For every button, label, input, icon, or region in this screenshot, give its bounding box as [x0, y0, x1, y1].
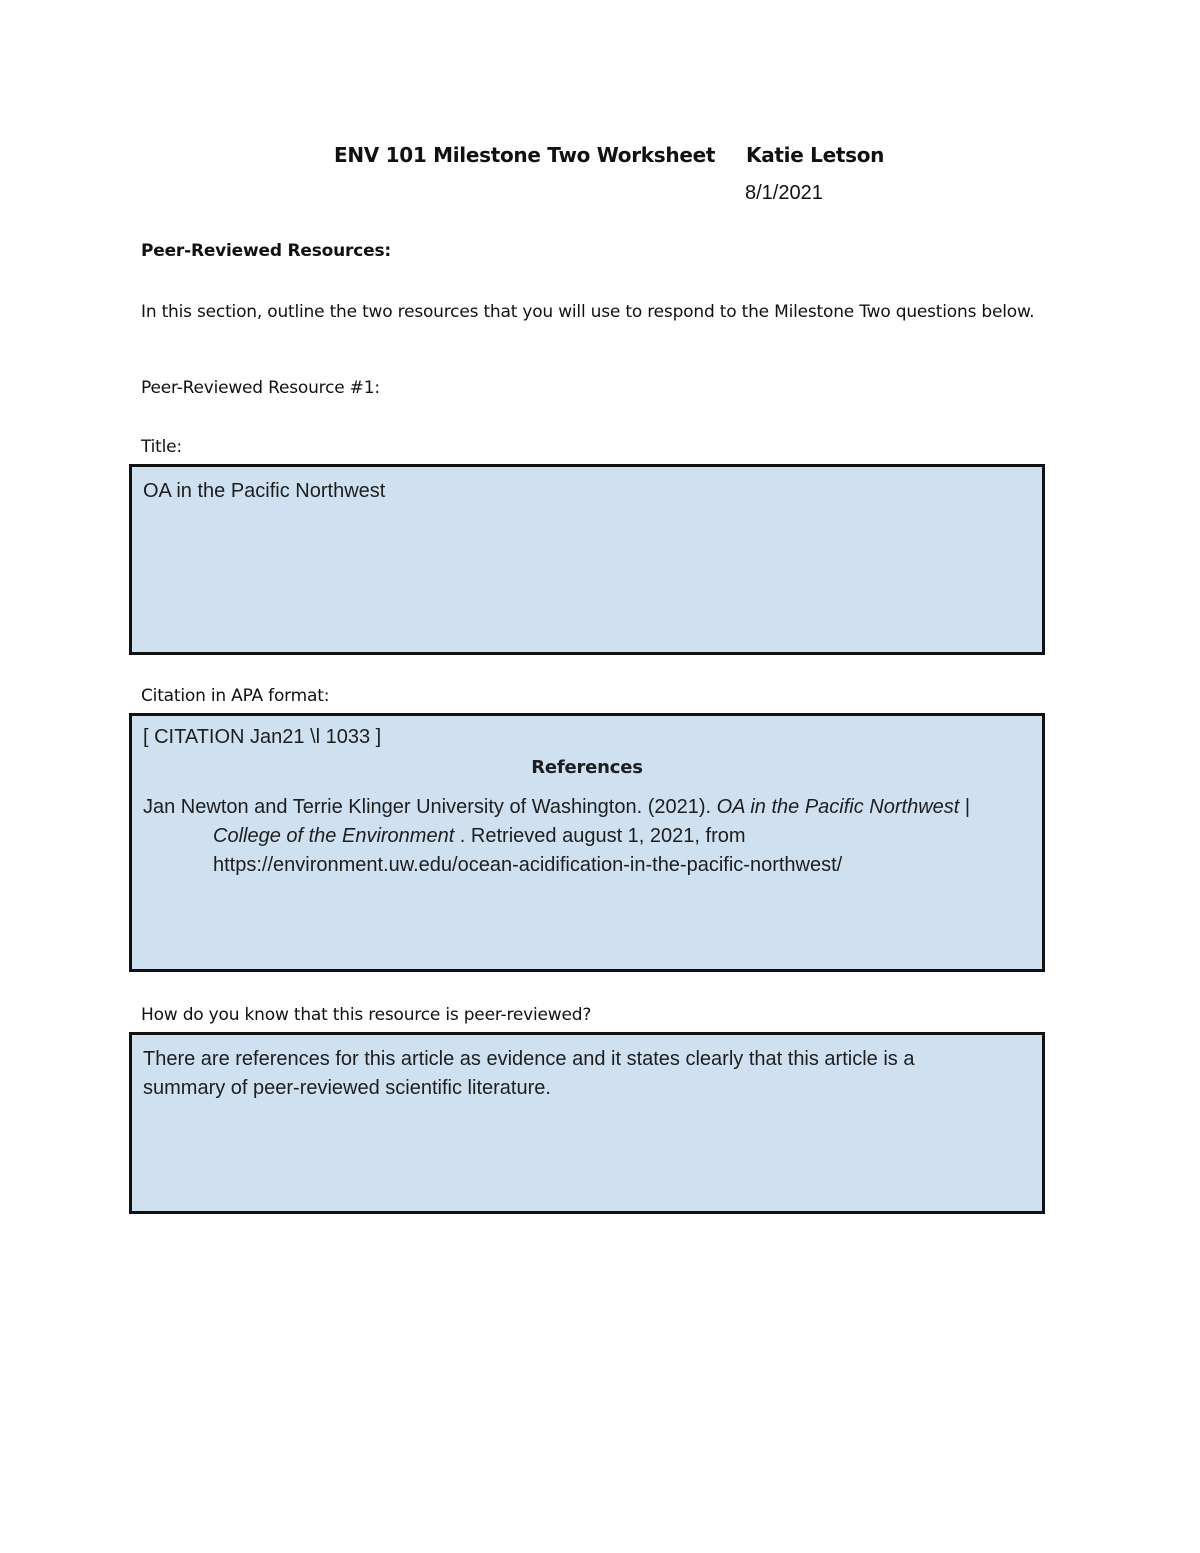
reference-line-2: [143, 822, 1034, 851]
reference-line-1: [143, 793, 1034, 822]
reference-retrieved: . Retrieved august 1, 2021, from: [454, 825, 746, 847]
reference-entry: [143, 793, 1034, 880]
reference-url: https://environment.uw.edu/ocean-acidification-in-the-pacific-northwest/: [213, 854, 843, 876]
peer-review-line-2: summary of peer-reviewed scientific literature.: [143, 1077, 551, 1099]
resource-label: Peer-Reviewed Resource #1:: [141, 378, 380, 398]
title-value: OA in the Pacific Northwest: [143, 480, 386, 502]
reference-authors: Jan Newton and Terrie Klinger University of Washington. (2021).: [143, 796, 717, 818]
section-intro: In this section, outline the two resources that you will use to respond to the Milestone Two questions below.: [141, 302, 1035, 322]
reference-work-title: OA in the Pacific Northwest: [716, 796, 960, 818]
peer-review-label: How do you know that this resource is peer-reviewed?: [141, 1005, 592, 1025]
document-date: 8/1/2021: [745, 182, 823, 204]
document-title: ENV 101 Milestone Two Worksheet: [334, 143, 716, 167]
title-label: Title:: [141, 437, 182, 457]
title-input-box[interactable]: [129, 464, 1045, 655]
citation-field-code: [ CITATION Jan21 \l 1033 ]: [143, 726, 382, 748]
citation-label: Citation in APA format:: [141, 686, 330, 706]
section-heading: Peer-Reviewed Resources:: [141, 241, 391, 261]
citation-input-box[interactable]: [129, 713, 1045, 972]
reference-separator: |: [959, 796, 971, 818]
references-heading: References: [531, 757, 643, 778]
peer-review-line-1: There are references for this article as evidence and it states clearly that this article is a: [143, 1048, 915, 1070]
peer-review-input-box[interactable]: [129, 1032, 1045, 1214]
author-name: Katie Letson: [746, 143, 885, 167]
reference-work-subtitle: College of the Environment: [213, 825, 455, 847]
peer-review-value: [143, 1045, 1030, 1103]
